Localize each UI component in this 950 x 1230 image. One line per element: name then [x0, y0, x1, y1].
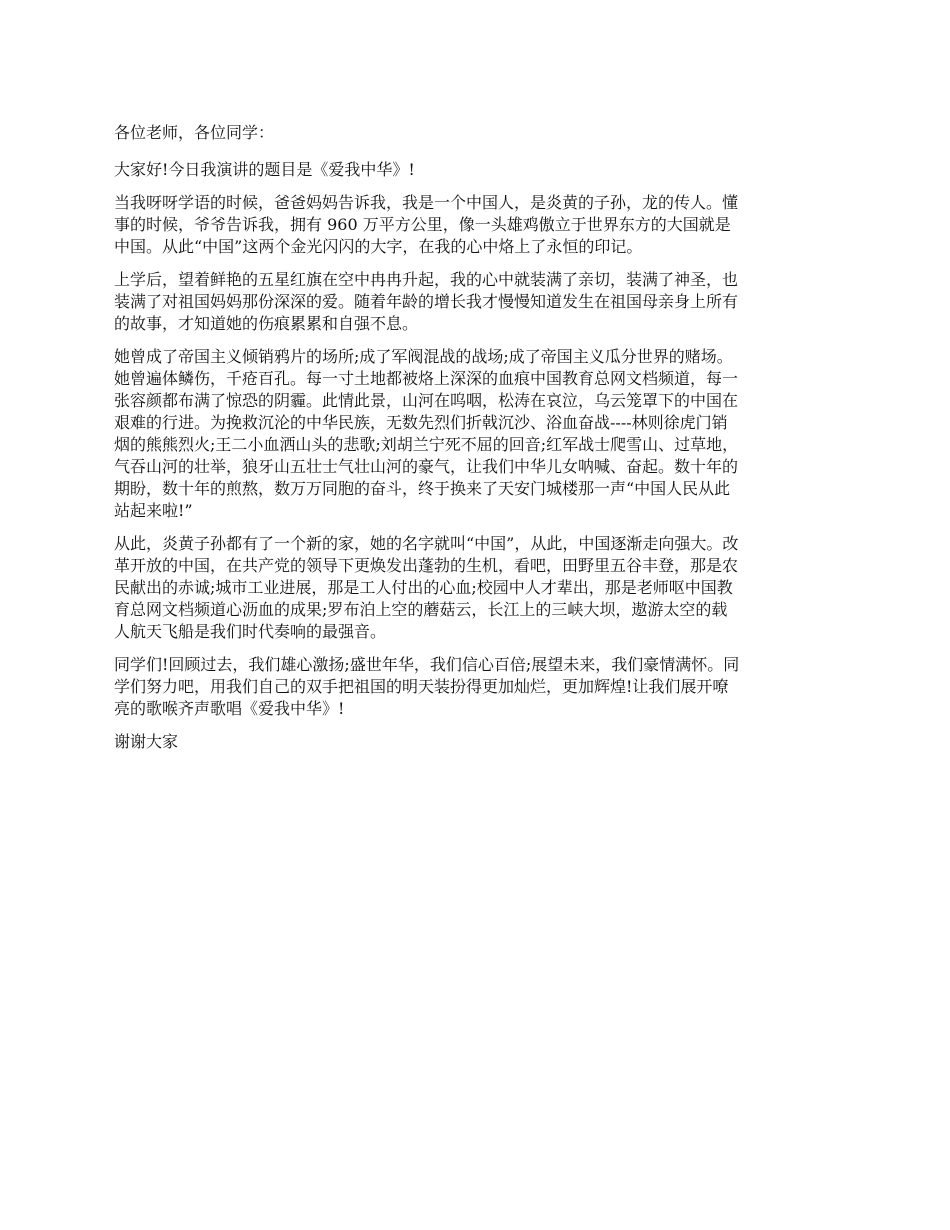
- paragraph-development: 从此，炎黄子孙都有了一个新的家，她的名字就叫“中国”，从此，中国逐渐走向强大。改 革开放的中国，在共产党的领导下更焕发出蓬勃的生机，看吧，田野里五谷丰登，那是农 民献出的赤诚;城市工业进展，那是工人付出的心血;校园中人才辈出，那是老师呕中国教 育总网文档频道心沥血的成果;罗布泊上空的蘑菇云，长江上的三峡大坝，遨游太空的载 人航天飞船是我们时代奏响的最强音。: [114, 534, 739, 641]
- paragraph-history: 她曾成了帝国主义倾销鸦片的场所;成了军阀混战的战场;成了帝国主义瓜分世界的赌场。 她曾遍体鳞伤，千疮百孔。每一寸土地都被烙上深深的血痕中国教育总网文档频道，每一 张容颜都布满了惊恐的阴霾。此情此景，山河在呜咽，松涛在哀泣，乌云笼罩下的中国在 艰难的行进。为挽救沉沦的中华民族，无数先烈们折戟沉沙、浴血奋战----林则徐虎门销 烟的熊熊烈火;王二小血洒山头的悲歌;刘胡兰宁死不屈的回音;红军战士爬雪山、过草地， 气吞山河的壮举，狼牙山五壮士气壮山河的豪气，让我们中华儿女呐喊、奋起。数十年的 期盼，数十年的煎熬，数万万同胞的奋斗，终于换来了天安门城楼那一声“中国人民从此 站起来啦!”: [114, 347, 739, 520]
- document-page: [114, 122, 838, 764]
- paragraph-school: 上学后，望着鲜艳的五星红旗在空中冉冉升起，我的心中就装满了亲切，装满了神圣，也 装满了对祖国妈妈那份深深的爱。随着年龄的增长我才慢慢知道发生在祖国母亲身上所有 的故事，才知道她的伤痕累累和自强不息。: [114, 270, 739, 333]
- intro-paragraph: 大家好!今日我演讲的题目是《爱我中华》!: [114, 160, 415, 179]
- greeting: 各位老师，各位同学：: [114, 123, 275, 142]
- paragraph-call-to-action: 同学们!回顾过去，我们雄心激扬;盛世年华，我们信心百倍;展望未来，我们豪情满怀。同 学们努力吧，用我们自己的双手把祖国的明天装扮得更加灿烂，更加辉煌!让我们展开嘹 亮的歌喉齐声歌唱《爱我中华》!: [114, 655, 740, 718]
- paragraph-childhood: 当我呀呀学语的时候，爸爸妈妈告诉我，我是一个中国人，是炎黄的子孙，龙的传人。懂 事的时候，爷爷告诉我，拥有 960 万平方公里，像一头雄鸡傲立于世界东方的大国就是 中国。从此“中国”这两个金光闪闪的大字，在我的心中烙上了永恒的印记。: [114, 193, 739, 256]
- closing: 谢谢大家: [114, 732, 179, 751]
